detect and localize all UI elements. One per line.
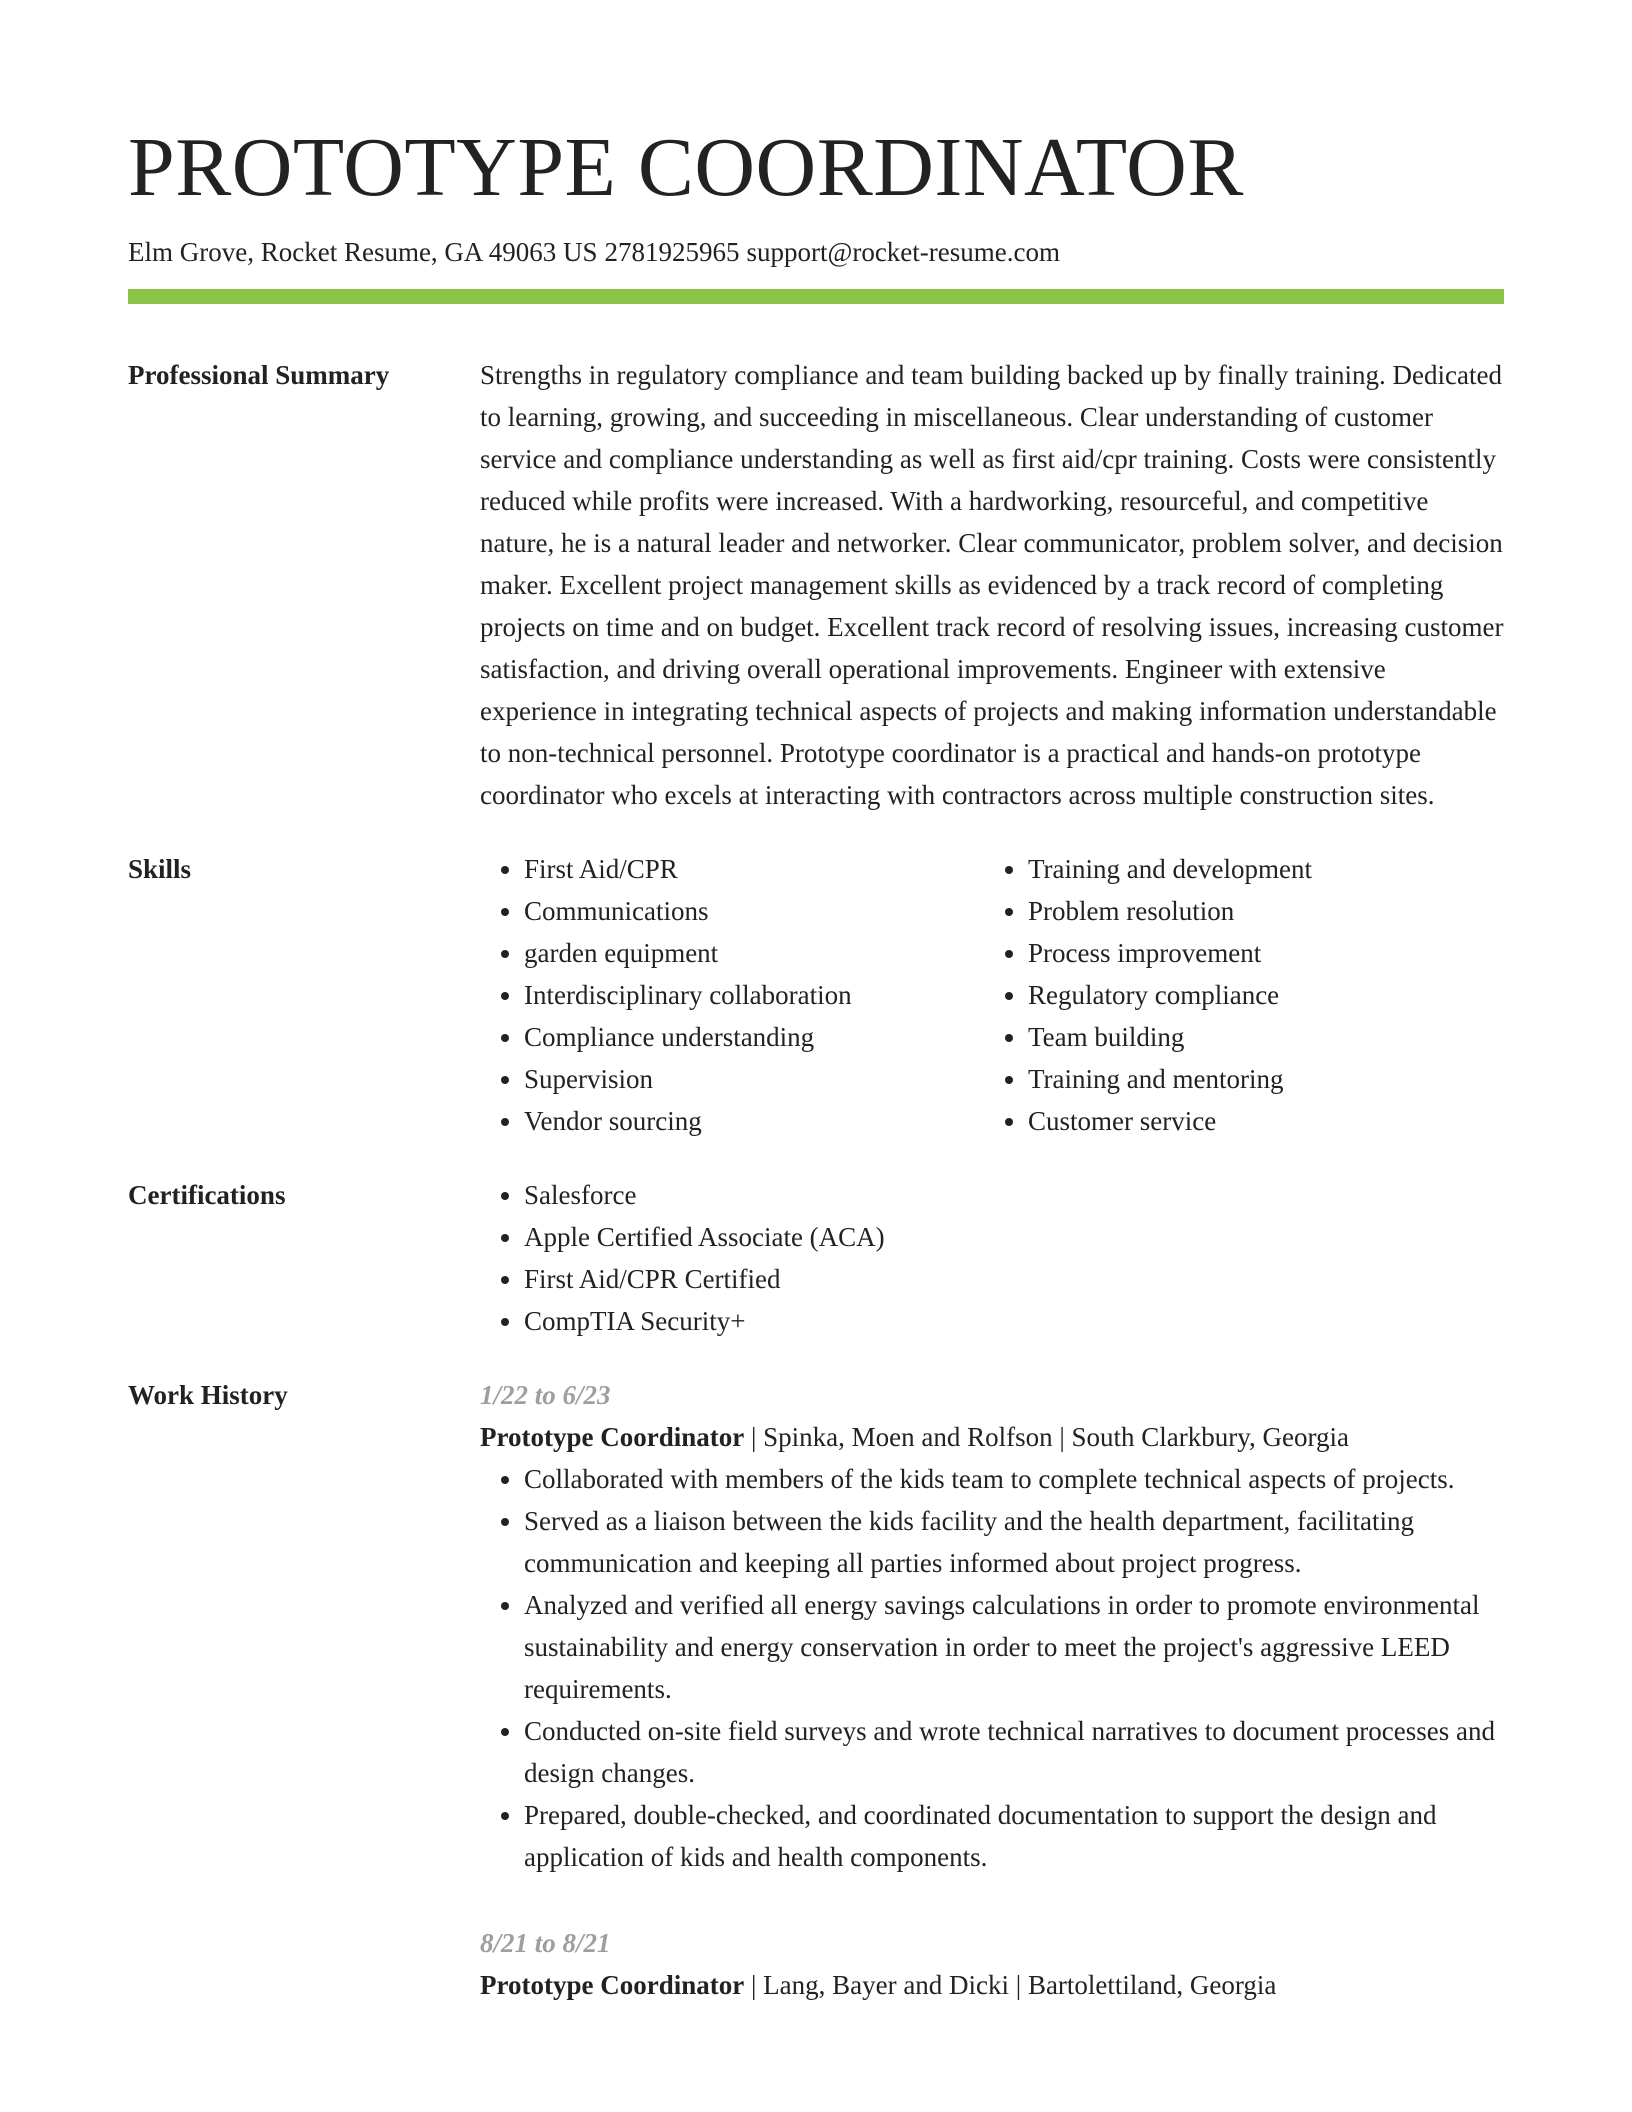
- summary-heading: Professional Summary: [128, 360, 390, 390]
- skill-item: • Supervision: [524, 1058, 984, 1100]
- skill-item: • garden equipment: [524, 932, 984, 974]
- skills-columns: [480, 848, 1504, 1142]
- skills-column-right: [984, 848, 1488, 1142]
- skills-section: [128, 848, 1504, 1142]
- certification-item: • Apple Certified Associate (ACA): [524, 1216, 1504, 1258]
- job-bullet: • Served as a liaison between the kids facility and the health department, facilitating communication and keeping all parties informed about project progress.: [524, 1500, 1504, 1584]
- skill-item: • Vendor sourcing: [524, 1100, 984, 1142]
- job-title: Prototype Coordinator: [480, 1422, 745, 1452]
- skill-item: • Process improvement: [1028, 932, 1488, 974]
- skills-column-left: [480, 848, 984, 1142]
- skill-item: • Team building: [1028, 1016, 1488, 1058]
- job-bullet: • Collaborated with members of the kids team to complete technical aspects of projects.: [524, 1458, 1504, 1500]
- skill-item: • Problem resolution: [1028, 890, 1488, 932]
- summary-section: [128, 354, 1504, 816]
- job-title: Prototype Coordinator: [480, 1970, 745, 2000]
- summary-text: Strengths in regulatory compliance and team building backed up by finally training. Dedicated to learning, growing, and succeeding in miscellaneous. Clear understanding of customer service and compliance understanding as well as first aid/cpr training. Costs were consistently reduced while profits were increased. With a hardworking, resourceful, and competitive nature, he is a natural leader and networker. Clear communicator, problem solver, and decision maker. Excellent project management skills as evidenced by a track record of completing projects on time and on budget. Excellent track record of resolving issues, increasing customer satisfaction, and driving overall operational improvements. Engineer with extensive experience in integrating technical aspects of projects and making information understandable to non-technical personnel. Prototype coordinator is a practical and hands-on prototype coordinator who excels at interacting with contractors across multiple construction sites.: [480, 360, 1504, 810]
- contact-phone: 2781925965: [604, 237, 740, 267]
- skill-item: • First Aid/CPR: [524, 848, 984, 890]
- work-history-section: [128, 1374, 1504, 2006]
- candidate-name: PROTOTYPE COORDINATOR: [128, 121, 1244, 214]
- job-dates: 1/22 to 6/23: [480, 1380, 611, 1410]
- certification-item: • Salesforce: [524, 1174, 1504, 1216]
- work-history-heading: Work History: [128, 1380, 288, 1410]
- certifications-body: [480, 1174, 1504, 1342]
- skills-list-right: [984, 848, 1488, 1142]
- certifications-heading: Certifications: [128, 1180, 286, 1210]
- job-bullet: • Prepared, double-checked, and coordinated documentation to support the design and application of kids and health components.: [524, 1794, 1504, 1878]
- job-bullet: • Conducted on-site field surveys and wrote technical narratives to document processes and design changes.: [524, 1710, 1504, 1794]
- certifications-section: [128, 1174, 1504, 1342]
- job-entry: [480, 1922, 1504, 2006]
- summary-body: [480, 354, 1504, 816]
- skills-heading: Skills: [128, 854, 192, 884]
- certification-item: • CompTIA Security+: [524, 1300, 1504, 1342]
- skill-item: • Training and development: [1028, 848, 1488, 890]
- job-details: | Spinka, Moen and Rolfson | South Clarkbury, Georgia: [744, 1422, 1349, 1452]
- job-heading: [480, 1964, 1504, 2006]
- contact-line: [128, 234, 1504, 270]
- resume-header: [128, 0, 1504, 304]
- work-history-body: [480, 1374, 1504, 2006]
- skill-item: • Regulatory compliance: [1028, 974, 1488, 1016]
- job-entry: [480, 1374, 1504, 1878]
- skill-item: • Communications: [524, 890, 984, 932]
- contact-address: Elm Grove, Rocket Resume, GA 49063 US: [128, 237, 598, 267]
- job-bullet: • Analyzed and verified all energy savings calculations in order to promote environmental sustainability and energy conservation in order to meet the project's aggressive LEED requirements.: [524, 1584, 1504, 1710]
- skill-item: • Training and mentoring: [1028, 1058, 1488, 1100]
- job-dates: 8/21 to 8/21: [480, 1928, 611, 1958]
- skill-item: • Interdisciplinary collaboration: [524, 974, 984, 1016]
- certifications-list: [480, 1174, 1504, 1342]
- job-details: | Lang, Bayer and Dicki | Bartolettiland, Georgia: [744, 1970, 1277, 2000]
- job-bullets: [480, 1458, 1504, 1878]
- skills-list-left: [480, 848, 984, 1142]
- skill-item: • Compliance understanding: [524, 1016, 984, 1058]
- certification-item: • First Aid/CPR Certified: [524, 1258, 1504, 1300]
- header-divider: [128, 289, 1504, 304]
- contact-email: support@rocket-resume.com: [746, 237, 1060, 267]
- job-heading: [480, 1416, 1504, 1458]
- skill-item: • Customer service: [1028, 1100, 1488, 1142]
